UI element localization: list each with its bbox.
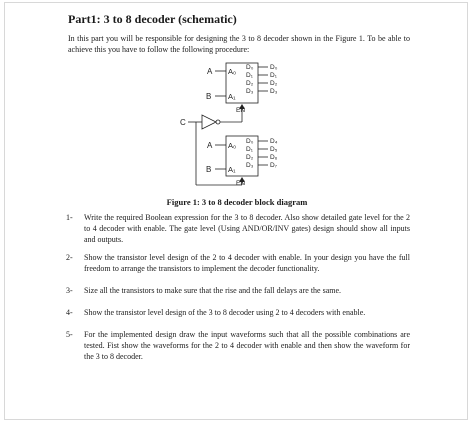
step-number: 4- — [66, 308, 73, 317]
input-a-label-bottom: A — [207, 141, 213, 150]
procedure-step — [66, 212, 410, 245]
port-a0-top: A₀ — [228, 67, 237, 76]
port-a0-bottom: A₀ — [228, 141, 237, 150]
procedure-step — [66, 329, 410, 362]
top-port-d3: D₃ — [246, 88, 254, 95]
input-b-label-top: B — [206, 92, 212, 101]
top-port-d2: D₂ — [246, 80, 254, 87]
step-text: Show the transistor level design of the 3 to 8 decoder using 2 to 4 decoders with enable. — [84, 308, 366, 317]
port-a1-bottom: A₁ — [228, 165, 236, 174]
inverter-triangle — [202, 115, 216, 129]
top-output-d2: D₂ — [270, 80, 278, 87]
enable-label-top: EN — [236, 107, 246, 114]
bottom-port-d2: D₂ — [246, 154, 254, 161]
bottom-port-d3: D₃ — [246, 162, 254, 169]
input-c-label: C — [180, 118, 186, 127]
intro-paragraph: In this part you will be responsible for designing the 3 to 8 decoder shown in the Figure 1. To be able to achieve this you have to follow the following procedure: — [68, 34, 410, 54]
procedure-step — [66, 285, 410, 296]
top-port-d0: D₀ — [246, 64, 254, 71]
step-text: For the implemented design draw the input waveforms such that all the possible combinations are tested. Fist show the waveforms for the 2 to 4 decoder with enable and then show the waveform for the 3 to 8 decoder. — [84, 330, 410, 361]
top-output-d3: D₃ — [270, 88, 278, 95]
procedure-step — [66, 307, 410, 318]
bottom-output-d5: D₅ — [270, 146, 278, 153]
bottom-output-d4: D₄ — [270, 138, 278, 145]
step-number: 2- — [66, 253, 73, 262]
figure-caption: Figure 1: 3 to 8 decoder block diagram — [166, 197, 308, 207]
bottom-output-d7: D₇ — [270, 162, 277, 169]
top-port-d1: D₁ — [246, 72, 253, 79]
step-text: Write the required Boolean expression for the 3 to 8 decoder. Also show detailed gate level for the 2 to 4 decoder with enable. The gate level (Using AND/OR/INV gates) design should show all inputs and outputs. — [84, 213, 410, 244]
enable-label-bottom: EN — [236, 180, 246, 187]
step-number: 1- — [66, 213, 73, 222]
bottom-port-d0: D₀ — [246, 138, 254, 145]
top-output-d0: D₀ — [270, 64, 278, 71]
port-a1-top: A₁ — [228, 92, 236, 101]
procedure-step — [66, 252, 410, 274]
input-b-label-bottom: B — [206, 165, 212, 174]
procedure-list — [66, 212, 410, 362]
step-text: Size all the transistors to make sure that the rise and the fall delays are the same. — [84, 286, 342, 295]
step-number: 3- — [66, 286, 73, 295]
input-a-label-top: A — [207, 67, 213, 76]
bottom-port-d1: D₁ — [246, 146, 253, 153]
top-output-d1: D₁ — [270, 72, 277, 79]
step-number: 5- — [66, 330, 73, 339]
section-heading: Part1: 3 to 8 decoder (schematic) — [68, 12, 237, 26]
step-text: Show the transistor level design of the 2 to 4 decoder with enable. In your design you have the full freedom to arrange the transistors to implement the decoder functionality. — [84, 253, 410, 273]
bottom-output-d6: D₆ — [270, 154, 278, 161]
